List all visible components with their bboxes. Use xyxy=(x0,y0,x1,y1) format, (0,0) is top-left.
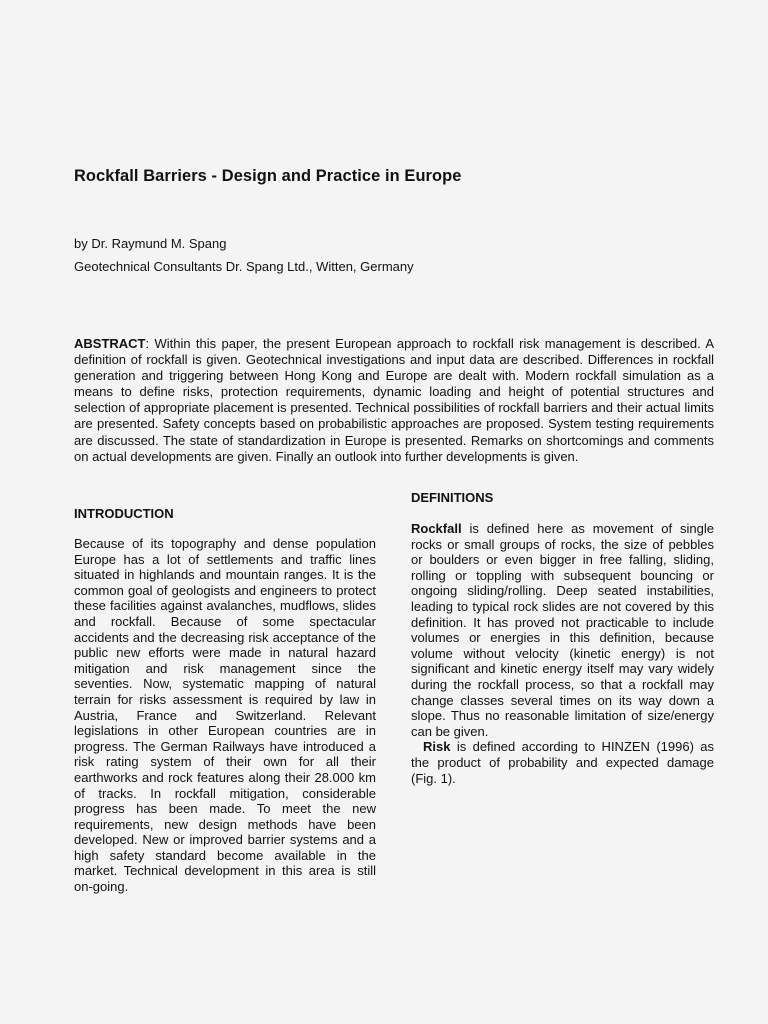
risk-definition-paragraph xyxy=(411,739,714,786)
left-column xyxy=(74,506,376,895)
abstract-text: : Within this paper, the present European approach to rockfall risk management is described. A definition of rockfall is given. Geotechnical investigations and input data are described. Differences in rockfall generation and triggering between Hong Kong and Europe are dealt with. Modern rockfall simulation as a means to define risks, protection requirements, dynamic loading and height of potential structures and selection of appropriate placement is presented. Technical possibilities of rockfall barriers and their actual limits are presented. Safety concepts based on probabilistic approaches are proposed. System testing requirements are discussed. The state of standardization in Europe is presented. Remarks on shortcomings and comments on actual developments are given. Finally an outlook into further developments is given. xyxy=(74,336,714,464)
right-column xyxy=(411,490,714,786)
rockfall-term: Rockfall xyxy=(411,521,462,536)
introduction-heading: INTRODUCTION xyxy=(74,506,174,521)
affiliation-line: Geotechnical Consultants Dr. Spang Ltd., Witten, Germany xyxy=(74,259,414,274)
introduction-paragraph: Because of its topography and dense population Europe has a lot of settlements and traffic lines situated in highlands and mountain ranges. It is the common goal of geologists and engineers to protect these facilities against avalanches, mudflows, slides and rockfall. Because of some spectacular accidents and the decreasing risk acceptance of the public new efforts were made in natural hazard mitigation and risk management since the seventies. Now, systematic mapping of natural terrain for risks assessment is required by law in Austria, France and Switzerland. Relevant legislations in other European countries are in progress. The German Railways have introduced a risk rating system of their own for all their earthworks and rock features along their 28.000 km of tracks. In rockfall mitigation, considerable progress has been made. To meet the new requirements, new design methods have been developed. New or improved barrier systems and a high safety standard become available in the market. Technical development in this area is still on-going. xyxy=(74,536,376,895)
rockfall-definition-paragraph xyxy=(411,521,714,739)
abstract xyxy=(74,336,714,465)
rockfall-definition-text: is defined here as movement of single rocks or small groups of rocks, the size of pebbles or boulders or even bigger in free falling, sliding, rolling or toppling with subsequent bouncing or ongoing sliding/rolling. Deep seated instabilities, leading to typical rock slides are not covered by this definition. It has proved not practicable to include volumes or energies in this definition, because volume without velocity (kinetic energy) is not significant and kinetic energy itself may vary widely during the rockfall process, so that a rockfall may change classes several times on its way down a slope. Thus no reasonable limitation of size/energy can be given. xyxy=(411,521,714,739)
risk-term: Risk xyxy=(423,739,451,755)
definitions-heading: DEFINITIONS xyxy=(411,490,494,505)
abstract-label: ABSTRACT xyxy=(74,336,146,351)
author-line: by Dr. Raymund M. Spang xyxy=(74,236,227,251)
risk-definition-text: is defined according to HINZEN (1996) as the product of probability and expected damage (Fig. 1). xyxy=(411,739,714,786)
paper-title: Rockfall Barriers - Design and Practice in Europe xyxy=(74,167,462,185)
